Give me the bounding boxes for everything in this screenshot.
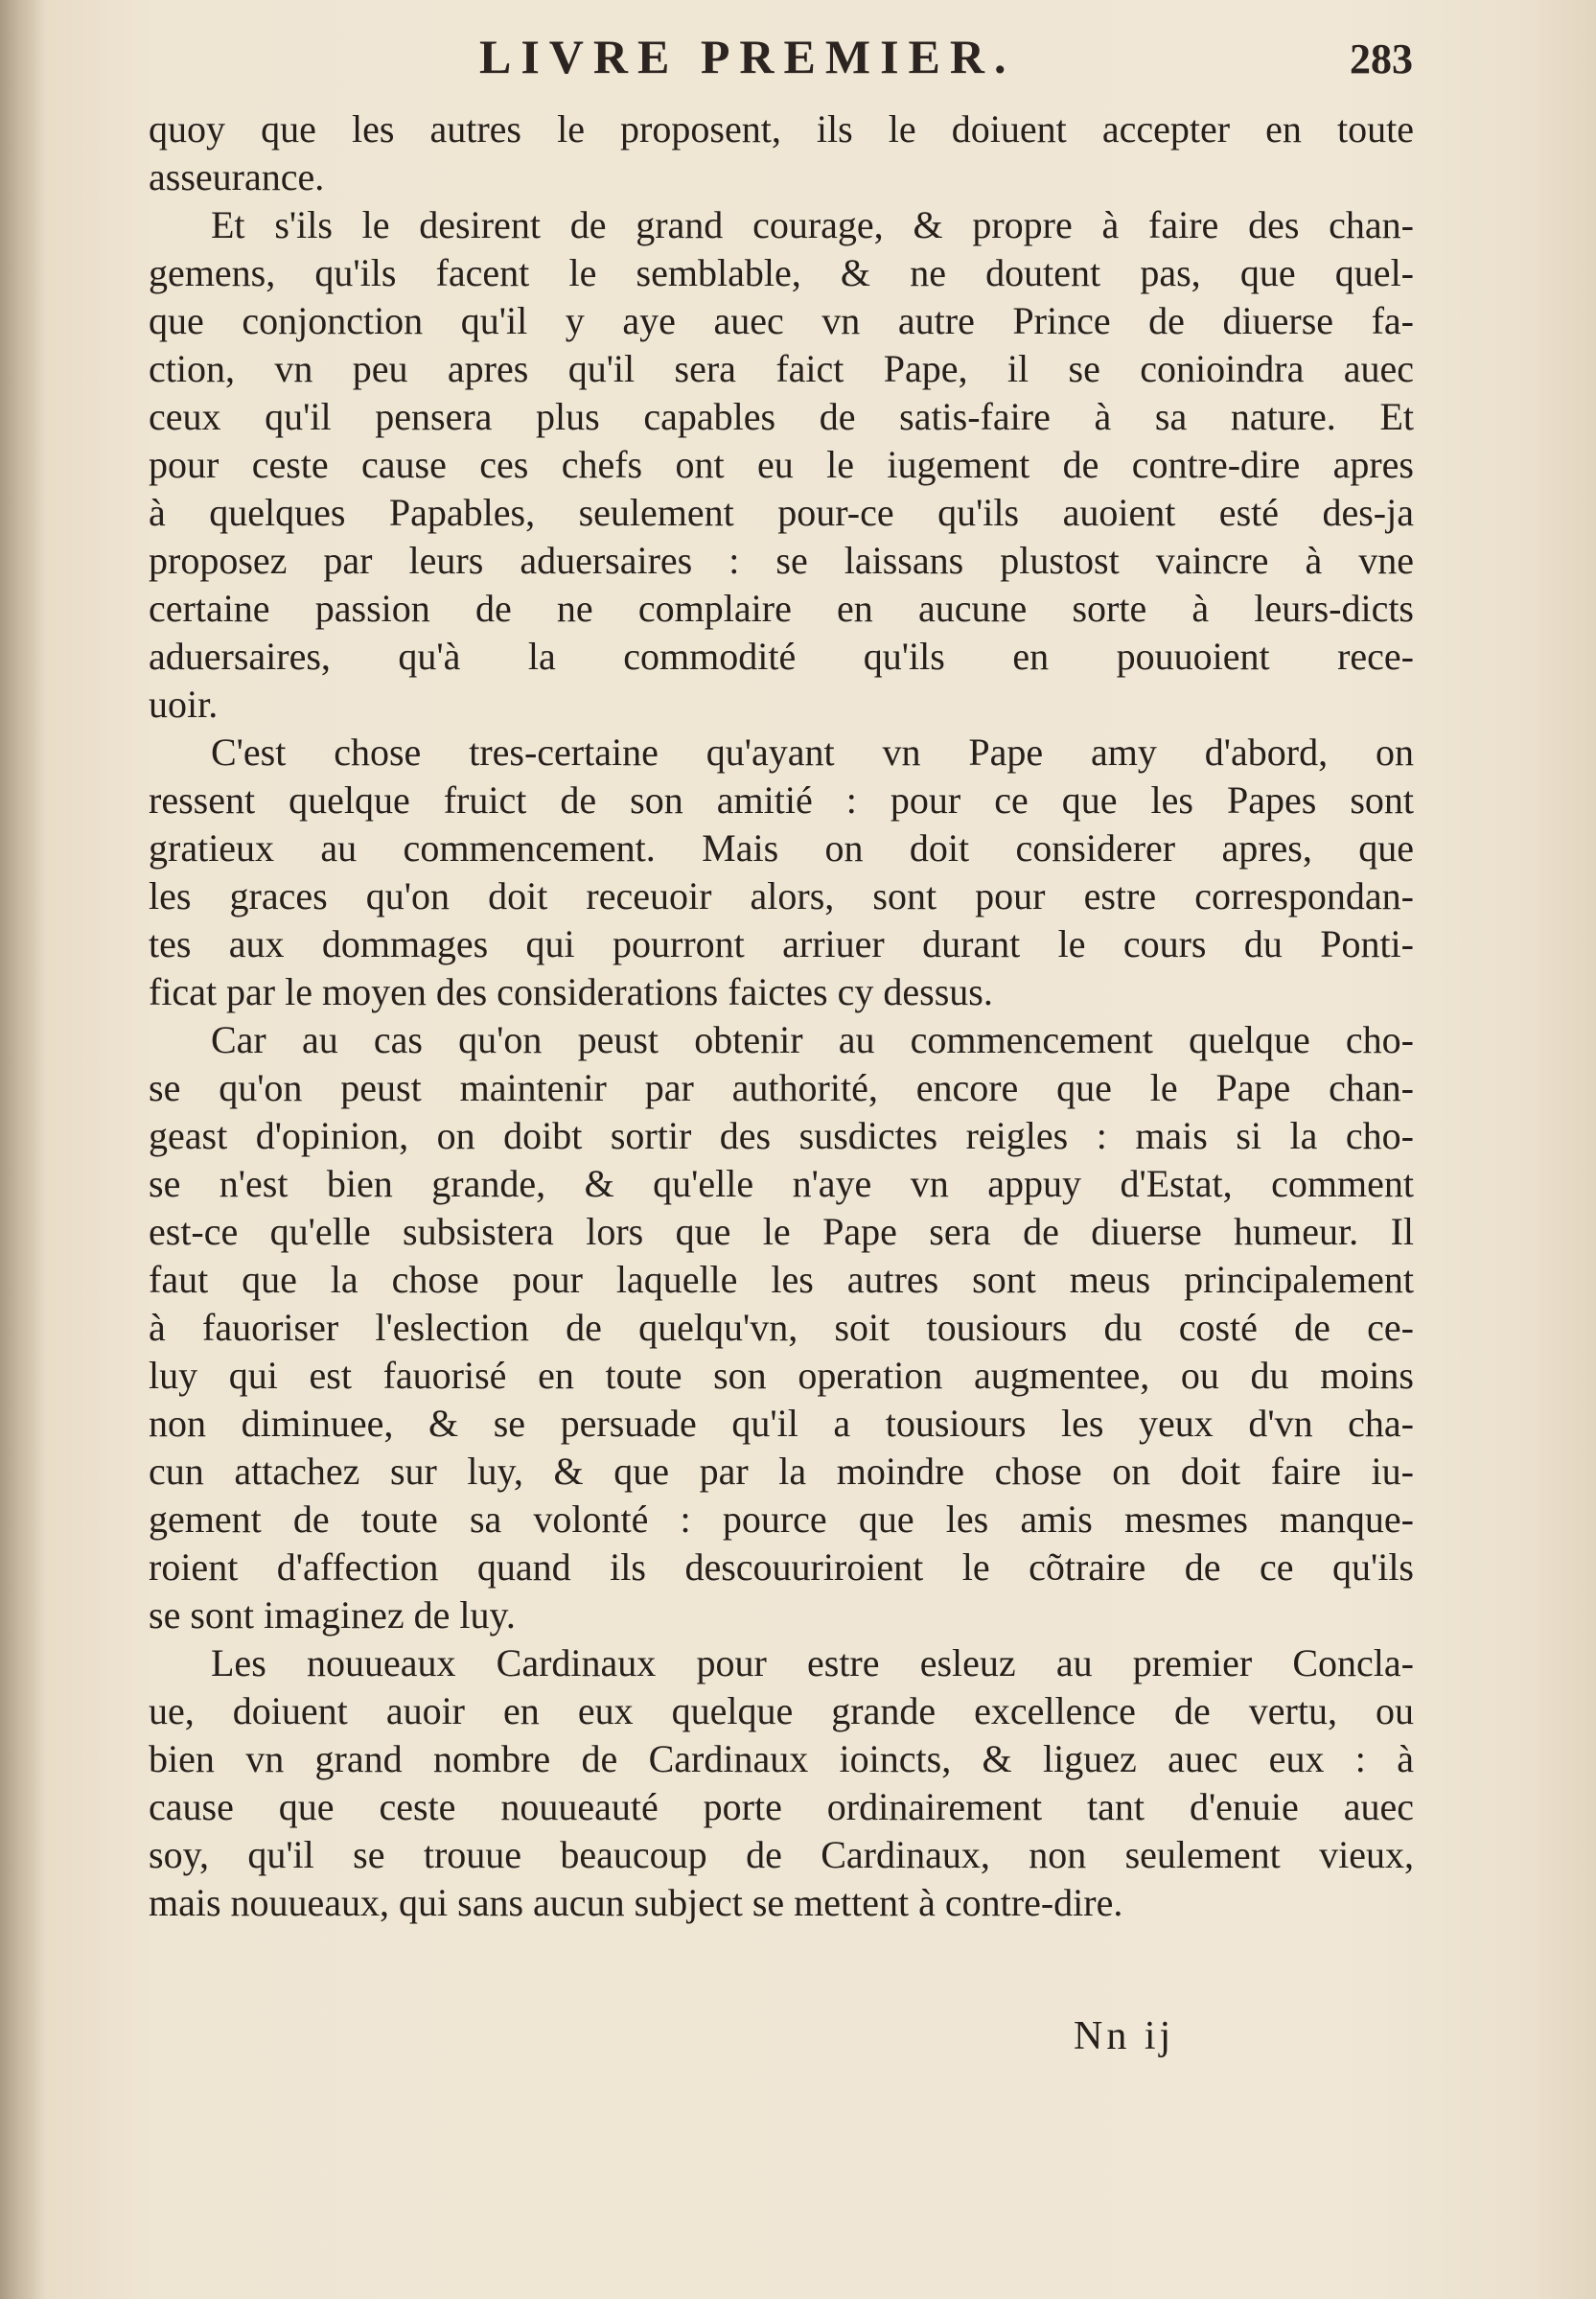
text-line-36: cause que ceste nouueauté porte ordinairement tant d'enuie auec	[149, 1785, 1414, 1828]
text-line-7: ceux qu'il pensera plus capables de satis-faire à sa nature. Et	[149, 395, 1414, 438]
text-line-10: proposez par leurs aduersaires : se laissans plustost vaincre à vne	[149, 539, 1414, 582]
text-line-12: aduersaires, qu'à la commodité qu'ils en pouuoient rece-	[149, 635, 1414, 678]
text-line-18: tes aux dommages qui pourront arriuer durant le cours du Ponti-	[149, 922, 1414, 965]
text-line-13: uoir.	[149, 683, 219, 726]
text-line-37: soy, qu'il se trouue beaucoup de Cardinaux, non seulement vieux,	[149, 1833, 1414, 1876]
text-line-28: non diminuee, & se persuade qu'il a tousiours les yeux d'vn cha-	[149, 1402, 1414, 1445]
text-line-23: se n'est bien grande, & qu'elle n'aye vn appuy d'Estat, comment	[149, 1162, 1414, 1205]
text-line-38: mais nouueaux, qui sans aucun subject se mettent à contre-dire.	[149, 1881, 1123, 1924]
page-header	[0, 29, 1596, 105]
text-line-26: à fauoriser l'eslection de quelqu'vn, soit tousiours du costé de ce-	[149, 1306, 1414, 1349]
text-line-8: pour ceste cause ces chefs ont eu le iugement de contre-dire apres	[149, 443, 1414, 486]
text-line-19: ficat par le moyen des considerations faictes cy dessus.	[149, 970, 993, 1013]
text-line-3: Et s'ils le desirent de grand courage, & propre à faire des chan-	[211, 203, 1414, 246]
text-line-21: se qu'on peust maintenir par authorité, encore que le Pape chan-	[149, 1066, 1414, 1109]
text-line-1: quoy que les autres le proposent, ils le doiuent accepter en toute	[149, 107, 1414, 151]
text-line-2: asseurance.	[149, 155, 325, 198]
text-line-16: gratieux au commencement. Mais on doit considerer apres, que	[149, 826, 1414, 870]
text-line-14: C'est chose tres-certaine qu'ayant vn Pape amy d'abord, on	[211, 731, 1414, 774]
text-line-24: est-ce qu'elle subsistera lors que le Pape sera de diuerse humeur. Il	[149, 1210, 1414, 1253]
text-line-20: Car au cas qu'on peust obtenir au commencement quelque cho-	[211, 1018, 1414, 1061]
text-line-34: ue, doiuent auoir en eux quelque grande excellence de vertu, ou	[149, 1689, 1414, 1732]
text-line-33: Les nouueaux Cardinaux pour estre esleuz au premier Concla-	[211, 1641, 1414, 1684]
text-line-6: ction, vn peu apres qu'il sera faict Pape, il se conioindra auec	[149, 347, 1414, 390]
text-line-32: se sont imaginez de luy.	[149, 1593, 516, 1637]
text-line-15: ressent quelque fruict de son amitié : pour ce que les Papes sont	[149, 778, 1414, 822]
text-line-9: à quelques Papables, seulement pour-ce qu'ils auoient esté des-ja	[149, 491, 1414, 534]
text-line-27: luy qui est fauorisé en toute son operation augmentee, ou du moins	[149, 1354, 1414, 1397]
text-line-4: gemens, qu'ils facent le semblable, & ne doutent pas, que quel-	[149, 251, 1414, 294]
page-gutter-shadow	[0, 0, 46, 2299]
text-line-35: bien vn grand nombre de Cardinaux ioincts, & liguez auec eux : à	[149, 1737, 1414, 1780]
text-line-25: faut que la chose pour laquelle les autres sont meus principalement	[149, 1258, 1414, 1301]
text-line-5: que conjonction qu'il y aye auec vn autre Prince de diuerse fa-	[149, 299, 1414, 342]
text-line-29: cun attachez sur luy, & que par la moindre chose on doit faire iu-	[149, 1450, 1414, 1493]
text-line-22: geast d'opinion, on doibt sortir des susdictes reigles : mais si la cho-	[149, 1114, 1414, 1157]
text-line-31: roient d'affection quand ils descouuriroient le cõtraire de ce qu'ils	[149, 1545, 1414, 1589]
body-text	[149, 105, 1414, 1927]
signature-mark: Nn ij	[1074, 2014, 1175, 2058]
text-line-11: certaine passion de ne complaire en aucune sorte à leurs-dicts	[149, 587, 1414, 630]
page-number: 283	[1350, 35, 1413, 82]
running-head: LIVRE PREMIER.	[479, 30, 1016, 83]
text-line-17: les graces qu'on doit receuoir alors, sont pour estre correspondan-	[149, 874, 1414, 917]
text-line-30: gement de toute sa volonté : pource que les amis mesmes manque-	[149, 1498, 1414, 1541]
